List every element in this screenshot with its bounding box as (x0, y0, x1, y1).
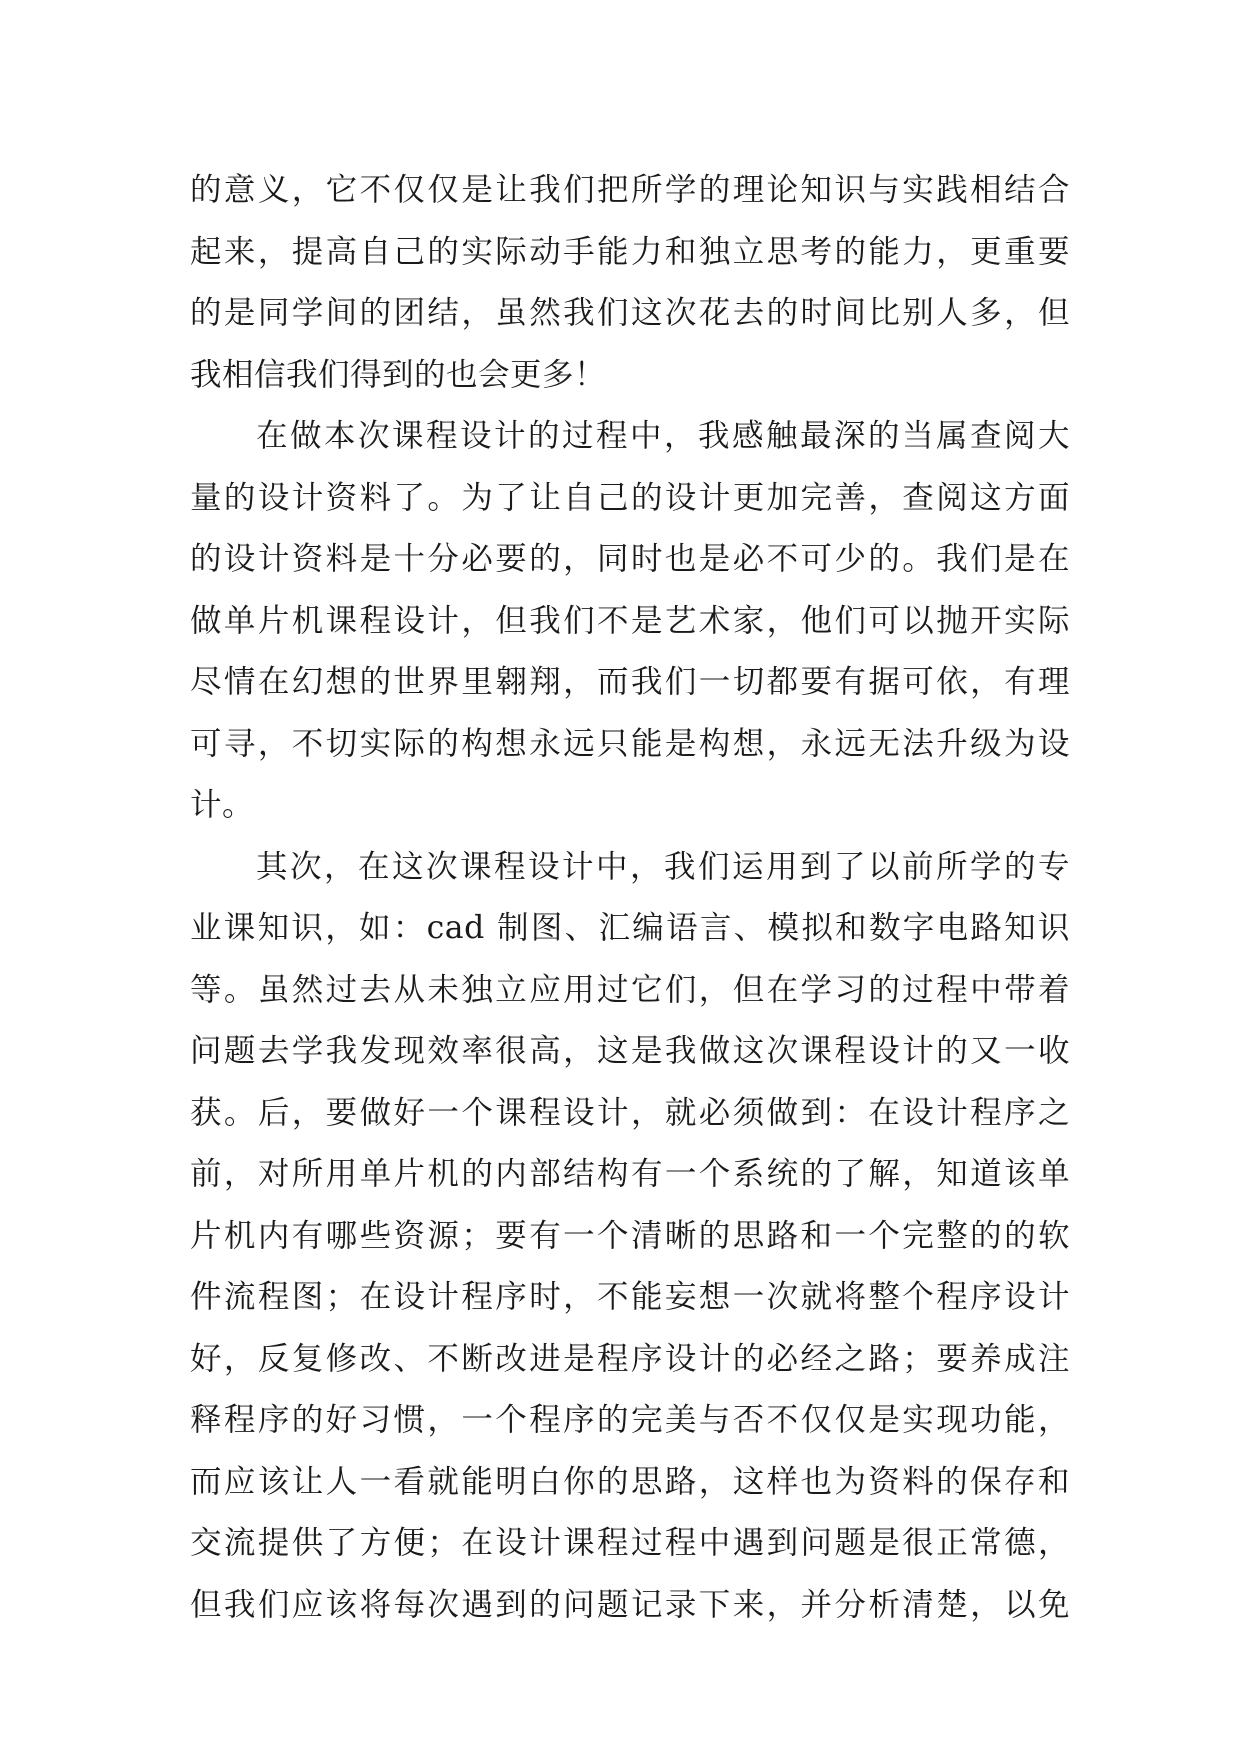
text-line: 起来，提高自己的实际动手能力和独立思考的能力，更重要 (190, 233, 1070, 270)
text-line: 交流提供了方便；在设计课程过程中遇到问题是很正常德， (190, 1525, 1070, 1561)
text-line: 的意义，它不仅仅是让我们把所学的理论知识与实践相结合 (190, 172, 1070, 208)
text-line: 问题去学我发现效率很高，这是我做这次课程设计的又一收 (190, 1033, 1070, 1069)
text-line: 释程序的好习惯，一个程序的完美与否不仅仅是实现功能， (190, 1402, 1070, 1438)
text-line: 在做本次课程设计的过程中，我感触最深的当属查阅大 (256, 418, 1070, 454)
text-line: 尽情在幻想的世界里翱翔，而我们一切都要有据可依，有理 (190, 664, 1070, 700)
text-line: 做单片机课程设计，但我们不是艺术家，他们可以抛开实际 (190, 602, 1070, 639)
text-line: 我相信我们得到的也会更多！ (190, 356, 607, 393)
text-line: 的是同学间的团结，虽然我们这次花去的时间比别人多，但 (190, 295, 1070, 331)
text-line: 量的设计资料了。为了让自己的设计更加完善，查阅这方面 (190, 479, 1070, 516)
text-line: 业课知识，如：cad 制图、汇编语言、模拟和数字电路知识 (190, 910, 1070, 946)
body-text (190, 160, 1070, 1636)
text-line: 片机内有哪些资源；要有一个清晰的思路和一个完整的的软 (190, 1217, 1070, 1254)
text-line: 前，对所用单片机的内部结构有一个系统的了解，知道该单 (190, 1156, 1070, 1192)
text-line: 其次，在这次课程设计中，我们运用到了以前所学的专 (256, 848, 1070, 885)
text-line: 计。 (190, 787, 255, 823)
text-line: 好，反复修改、不断改进是程序设计的必经之路；要养成注 (190, 1340, 1070, 1377)
text-line: 等。虽然过去从未独立应用过它们，但在学习的过程中带着 (190, 971, 1070, 1008)
text-line: 可寻，不切实际的构想永远只能是构想，永远无法升级为设 (190, 725, 1070, 762)
text-line: 的设计资料是十分必要的，同时也是必不可少的。我们是在 (190, 541, 1070, 577)
text-line: 而应该让人一看就能明白你的思路，这样也为资料的保存和 (190, 1463, 1070, 1500)
text-line: 但我们应该将每次遇到的问题记录下来，并分析清楚，以免 (190, 1586, 1070, 1623)
text-line: 获。后，要做好一个课程设计，就必须做到：在设计程序之 (190, 1094, 1070, 1131)
text-line: 件流程图；在设计程序时，不能妄想一次就将整个程序设计 (190, 1279, 1070, 1315)
